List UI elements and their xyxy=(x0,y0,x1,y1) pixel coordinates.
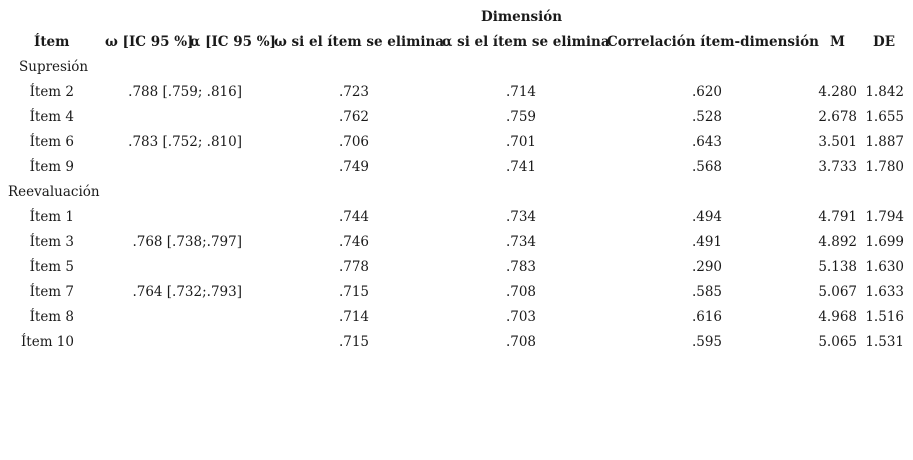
cell-alpha-del: .734 xyxy=(505,209,536,225)
cell-omega: .783 [.752; .810] xyxy=(128,134,242,150)
cell-omega-del: .744 xyxy=(338,209,369,225)
cell-corr: .290 xyxy=(691,259,722,275)
cell-alpha-del: .734 xyxy=(505,234,536,250)
cell-corr: .491 xyxy=(691,234,722,250)
cell-item: Ítem 2 xyxy=(29,84,74,100)
cell-alpha-del: .708 xyxy=(505,284,536,300)
header-alpha-ci: α [IC 95 %] xyxy=(190,34,276,50)
header-mean: M xyxy=(830,34,845,50)
cell-item: Ítem 6 xyxy=(29,134,74,150)
header-omega-if-deleted: ω si el ítem se elimina xyxy=(274,34,445,50)
cell-corr: .616 xyxy=(691,309,722,325)
cell-de: 1.655 xyxy=(865,109,904,125)
cell-m: 5.067 xyxy=(818,284,857,300)
cell-omega: .788 [.759; .816] xyxy=(128,84,242,100)
cell-corr: .528 xyxy=(691,109,722,125)
cell-alpha-del: .759 xyxy=(505,109,536,125)
cell-omega: .764 [.732;.793] xyxy=(132,284,242,300)
cell-corr: .494 xyxy=(691,209,722,225)
cell-m: 4.791 xyxy=(818,209,857,225)
cell-item: Ítem 1 xyxy=(29,209,74,225)
header-alpha-if-deleted: α si el ítem se elimina xyxy=(442,34,610,50)
cell-omega-del: .723 xyxy=(338,84,369,100)
header-omega-ci: ω [IC 95 %] xyxy=(105,34,194,50)
cell-m: 4.280 xyxy=(818,84,857,100)
cell-m: 4.892 xyxy=(818,234,857,250)
cell-item: Ítem 7 xyxy=(29,284,74,300)
cell-corr: .620 xyxy=(691,84,722,100)
cell-alpha-del: .783 xyxy=(505,259,536,275)
cell-alpha-del: .741 xyxy=(505,159,536,175)
cell-de: 1.699 xyxy=(865,234,904,250)
cell-m: 3.733 xyxy=(818,159,857,175)
cell-alpha-del: .701 xyxy=(505,134,536,150)
cell-alpha-del: .703 xyxy=(505,309,536,325)
cell-corr: .595 xyxy=(691,334,722,350)
cell-de: 1.794 xyxy=(865,209,904,225)
cell-de: 1.516 xyxy=(865,309,904,325)
cell-corr: .568 xyxy=(691,159,722,175)
cell-de: 1.630 xyxy=(865,259,904,275)
cell-omega-del: .749 xyxy=(338,159,369,175)
cell-m: 2.678 xyxy=(818,109,857,125)
cell-alpha-del: .708 xyxy=(505,334,536,350)
cell-item: Ítem 10 xyxy=(20,334,74,350)
dimension-super-header: Dimensión xyxy=(481,9,563,25)
cell-omega-del: .762 xyxy=(338,109,369,125)
group-label: Reevaluación xyxy=(8,184,100,200)
cell-m: 5.138 xyxy=(818,259,857,275)
cell-omega-del: .746 xyxy=(338,234,369,250)
cell-de: 1.531 xyxy=(865,334,904,350)
cell-alpha-del: .714 xyxy=(505,84,536,100)
cell-omega-del: .715 xyxy=(338,284,369,300)
cell-de: 1.887 xyxy=(865,134,904,150)
cell-item: Ítem 8 xyxy=(29,309,74,325)
cell-omega-del: .706 xyxy=(338,134,369,150)
cell-m: 4.968 xyxy=(818,309,857,325)
cell-corr: .585 xyxy=(691,284,722,300)
group-label: Supresión xyxy=(19,59,89,75)
cell-de: 1.842 xyxy=(865,84,904,100)
cell-omega-del: .714 xyxy=(338,309,369,325)
cell-item: Ítem 9 xyxy=(29,159,74,175)
header-sd: DE xyxy=(873,34,895,50)
cell-omega-del: .715 xyxy=(338,334,369,350)
cell-m: 3.501 xyxy=(818,134,857,150)
cell-item: Ítem 4 xyxy=(29,109,74,125)
cell-de: 1.633 xyxy=(865,284,904,300)
cell-de: 1.780 xyxy=(865,159,904,175)
cell-omega: .768 [.738;.797] xyxy=(132,234,242,250)
cell-item: Ítem 3 xyxy=(29,234,74,250)
header-item-dimension-correlation: Correlación ítem-dimensión xyxy=(607,34,819,50)
cell-item: Ítem 5 xyxy=(29,259,74,275)
cell-m: 5.065 xyxy=(818,334,857,350)
cell-corr: .643 xyxy=(691,134,722,150)
header-item: Ítem xyxy=(34,34,70,50)
cell-omega-del: .778 xyxy=(338,259,369,275)
